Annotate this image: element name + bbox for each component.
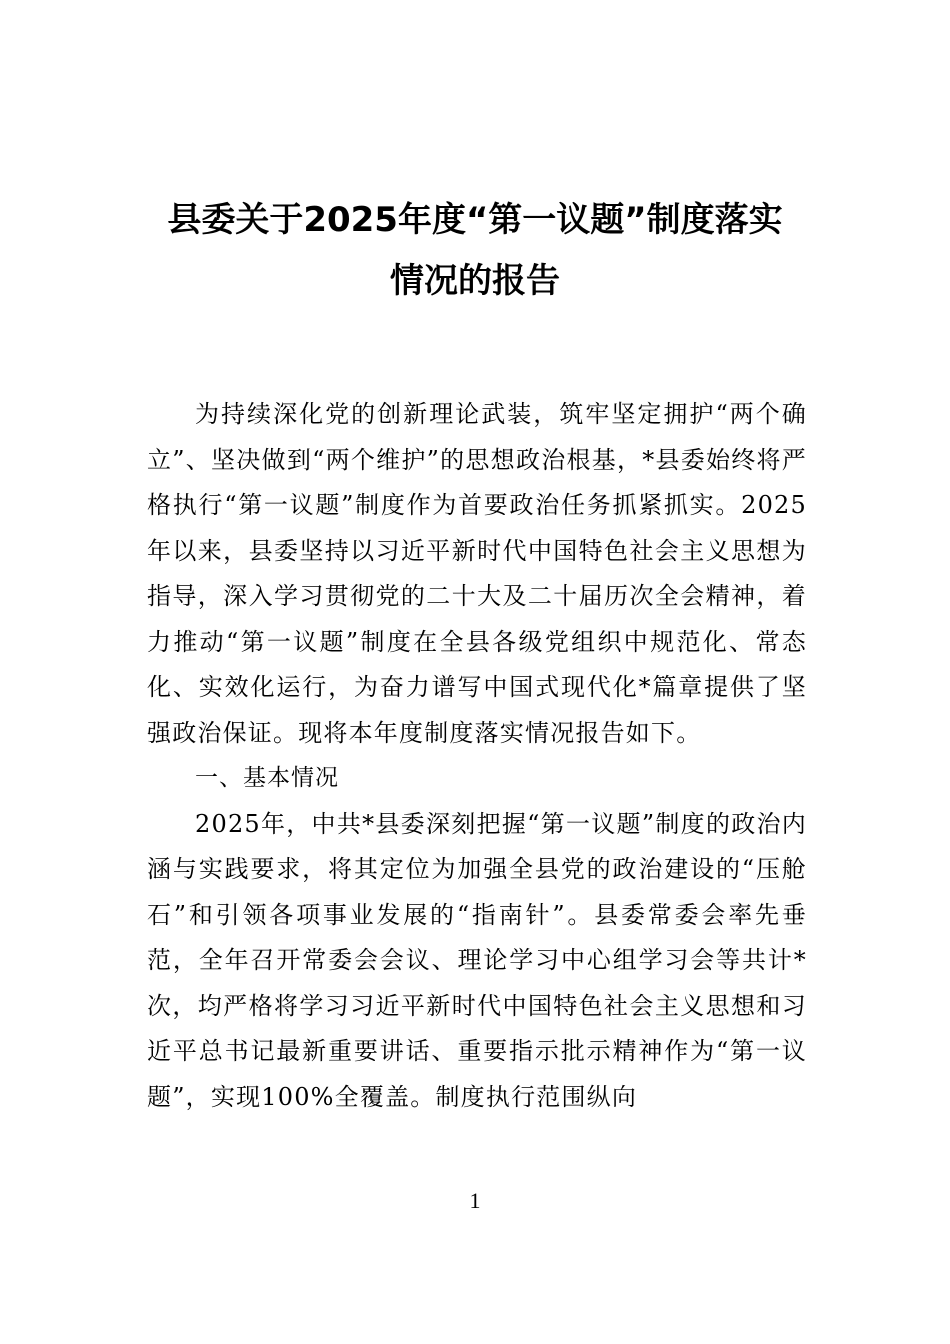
intro-paragraph: 为持续深化党的创新理论武装，筑牢坚定拥护“两个确立”、坚决做到“两个维护”的思想政治根基，*县委始终将严格执行“第一议题”制度作为首要政治任务抓紧抓实。2025年以来，县委坚持以习近平新时代中国特色社会主义思想为指导，深入学习贯彻党的二十大及二十届历次全会精神，着力推动“第一议题”制度在全县各级党组织中规范化、常态化、实效化运行，为奋力谱写中国式现代化*篇章提供了坚强政治保证。现将本年度制度落实情况报告如下。 [147,400,807,747]
title-line-1: 县委关于2025年度“第一议题”制度落实 [167,200,783,240]
page-number: 1 [469,1188,481,1213]
section-heading-basic-situation: 一、基本情况 [195,765,339,791]
section-1-paragraph: 2025年，中共*县委深刻把握“第一议题”制度的政治内涵与实践要求，将其定位为加强全县党的政治建设的“压舱石”和引领各项事业发展的“指南针”。县委常委会率先垂范，全年召开常委会会议、理论学习中心组学习会等共计*次，均严格将学习习近平新时代中国特色社会主义思想和习近平总书记最新重要讲话、重要指示批示精神作为“第一议题”，实现100%全覆盖。制度执行范围纵向 [147,809,807,1111]
title-line-2: 情况的报告 [390,261,560,301]
document-title [120,190,830,312]
document-body [147,392,807,1120]
